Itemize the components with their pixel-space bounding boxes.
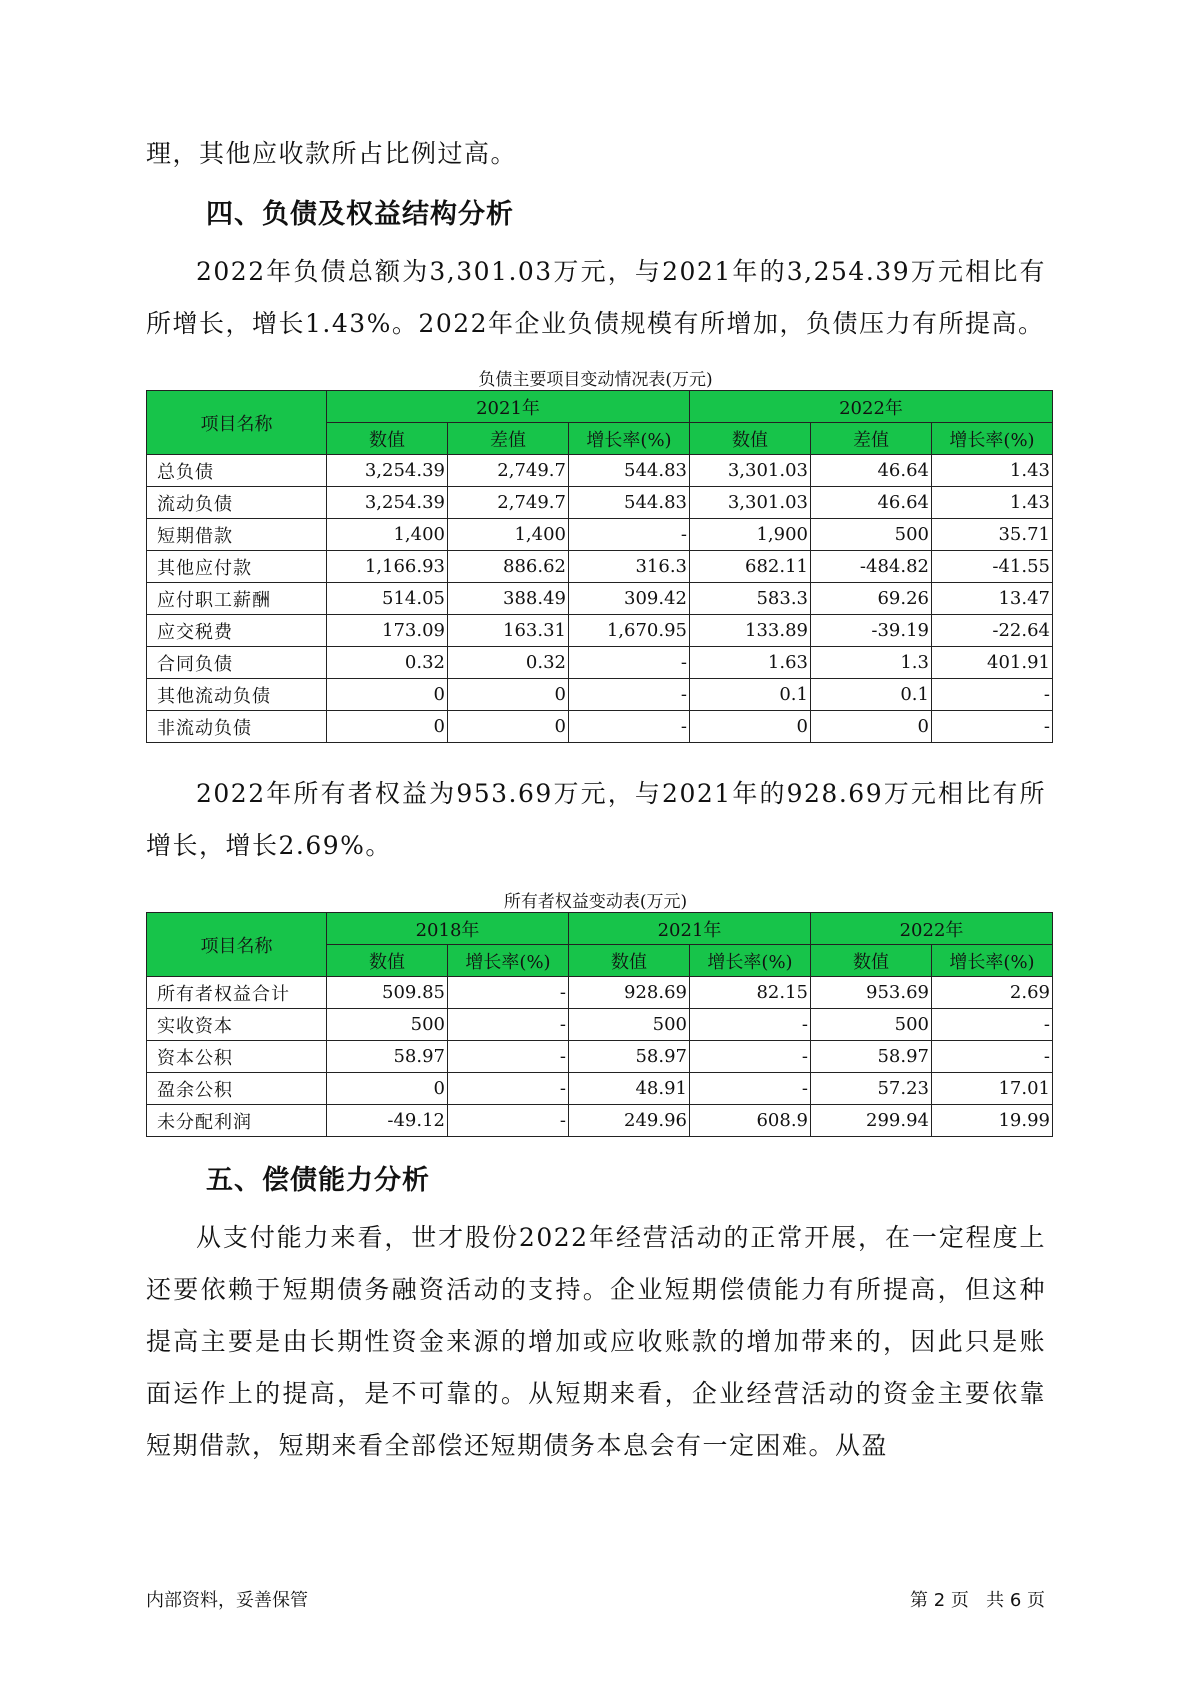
table-cell: -49.12 xyxy=(327,1105,448,1137)
table-cell: 1.43 xyxy=(932,455,1053,487)
table-cell: 2,749.7 xyxy=(448,455,569,487)
table-subheader: 数值 xyxy=(327,423,448,455)
table-cell: - xyxy=(569,519,690,551)
row-label: 盈余公积 xyxy=(147,1073,327,1105)
table-cell: 1,400 xyxy=(448,519,569,551)
equity-table-caption: 所有者权益变动表(万元) xyxy=(503,892,688,912)
table-row xyxy=(147,1073,1053,1105)
row-label: 短期借款 xyxy=(147,519,327,551)
table-cell: - xyxy=(932,679,1053,711)
table-cell: 46.64 xyxy=(811,487,932,519)
table-row xyxy=(147,519,1053,551)
row-label: 流动负债 xyxy=(147,487,327,519)
liabilities-table xyxy=(146,390,1053,743)
table-cell: 886.62 xyxy=(448,551,569,583)
section-5-heading: 五、偿债能力分析 xyxy=(206,1165,430,1196)
table-cell: 133.89 xyxy=(690,615,811,647)
table-cell: 17.01 xyxy=(932,1073,1053,1105)
table-subheader: 增长率(%) xyxy=(690,945,811,977)
liabilities-table-caption: 负债主要项目变动情况表(万元) xyxy=(478,370,713,390)
table-cell: -39.19 xyxy=(811,615,932,647)
table-header-year: 2022年 xyxy=(690,391,1053,423)
table-cell: 0 xyxy=(690,711,811,743)
table-cell: 3,254.39 xyxy=(327,487,448,519)
table-row xyxy=(147,711,1053,743)
table-header-year: 2022年 xyxy=(811,913,1053,945)
row-label: 应付职工薪酬 xyxy=(147,583,327,615)
table-cell: -22.64 xyxy=(932,615,1053,647)
equity-table xyxy=(146,912,1053,1137)
table-cell: 1,900 xyxy=(690,519,811,551)
row-label: 非流动负债 xyxy=(147,711,327,743)
table-cell: 1,166.93 xyxy=(327,551,448,583)
table-cell: - xyxy=(448,977,569,1009)
table-cell: 928.69 xyxy=(569,977,690,1009)
table-cell: 316.3 xyxy=(569,551,690,583)
row-label: 应交税费 xyxy=(147,615,327,647)
table-cell: 0 xyxy=(327,711,448,743)
table-subheader: 增长率(%) xyxy=(448,945,569,977)
table-row xyxy=(147,679,1053,711)
table-cell: 173.09 xyxy=(327,615,448,647)
table-row xyxy=(147,1041,1053,1073)
table-cell: - xyxy=(690,1041,811,1073)
row-label: 实收资本 xyxy=(147,1009,327,1041)
solvency-paragraph: 从支付能力来看，世才股份2022年经营活动的正常开展，在一定程度上还要依赖于短期债务融资活动的支持。企业短期偿债能力有所提高，但这种提高主要是由长期性资金来源的增加或应收账款的增加带来的，因此只是账面运作上的提高，是不可靠的。从短期来看，企业经营活动的资金主要依靠短期借款，短期来看全部偿还短期债务本息会有一定困难。从盈 xyxy=(146,1223,1046,1460)
table-cell: 163.31 xyxy=(448,615,569,647)
table-cell: - xyxy=(569,647,690,679)
table-cell: 0 xyxy=(448,679,569,711)
table-row xyxy=(147,1105,1053,1137)
table-cell: - xyxy=(569,679,690,711)
liabilities-paragraph: 2022年负债总额为3,301.03万元，与2021年的3,254.39万元相比有所增长，增长1.43%。2022年企业负债规模有所增加，负债压力有所提高。 xyxy=(146,257,1046,338)
table-cell: 57.23 xyxy=(811,1073,932,1105)
table-cell: - xyxy=(448,1105,569,1137)
table-cell: 13.47 xyxy=(932,583,1053,615)
table-cell: 0.1 xyxy=(811,679,932,711)
table-subheader: 数值 xyxy=(327,945,448,977)
table-row xyxy=(147,615,1053,647)
table-cell: - xyxy=(932,1009,1053,1041)
table-cell: 2.69 xyxy=(932,977,1053,1009)
table-cell: 3,254.39 xyxy=(327,455,448,487)
table-cell: 608.9 xyxy=(690,1105,811,1137)
table-cell: - xyxy=(690,1009,811,1041)
table-cell: - xyxy=(932,711,1053,743)
row-label: 所有者权益合计 xyxy=(147,977,327,1009)
table-subheader: 差值 xyxy=(811,423,932,455)
table-cell: 514.05 xyxy=(327,583,448,615)
table-cell: - xyxy=(448,1041,569,1073)
table-row xyxy=(147,647,1053,679)
table-cell: 35.71 xyxy=(932,519,1053,551)
table-cell: 69.26 xyxy=(811,583,932,615)
table-cell: 58.97 xyxy=(569,1041,690,1073)
table-cell: 3,301.03 xyxy=(690,455,811,487)
table-header-year: 2021年 xyxy=(327,391,690,423)
table-header-year: 2021年 xyxy=(569,913,811,945)
table-cell: 0.32 xyxy=(327,647,448,679)
table-subheader: 数值 xyxy=(690,423,811,455)
table-cell: 46.64 xyxy=(811,455,932,487)
table-cell: - xyxy=(569,711,690,743)
table-row xyxy=(147,1009,1053,1041)
footer-page-number: 第 2 页 共 6 页 xyxy=(910,1590,1045,1611)
table-cell: 58.97 xyxy=(327,1041,448,1073)
table-subheader: 数值 xyxy=(569,945,690,977)
table-cell: 0 xyxy=(811,711,932,743)
table-cell: 0.32 xyxy=(448,647,569,679)
table-cell: 682.11 xyxy=(690,551,811,583)
table-subheader: 增长率(%) xyxy=(932,945,1053,977)
table-cell: 544.83 xyxy=(569,487,690,519)
table-cell: 58.97 xyxy=(811,1041,932,1073)
table-row xyxy=(147,583,1053,615)
table-subheader: 增长率(%) xyxy=(932,423,1053,455)
table-cell: 0.1 xyxy=(690,679,811,711)
table-cell: 500 xyxy=(569,1009,690,1041)
table-header-item-name: 项目名称 xyxy=(147,913,327,977)
table-cell: - xyxy=(932,1041,1053,1073)
table-cell: 2,749.7 xyxy=(448,487,569,519)
footer-confidential-note: 内部资料，妥善保管 xyxy=(146,1590,308,1611)
table-cell: 309.42 xyxy=(569,583,690,615)
table-cell: 82.15 xyxy=(690,977,811,1009)
table-cell: 3,301.03 xyxy=(690,487,811,519)
table-cell: 401.91 xyxy=(932,647,1053,679)
table-cell: 1,670.95 xyxy=(569,615,690,647)
table-row xyxy=(147,455,1053,487)
table-cell: 0 xyxy=(327,1073,448,1105)
table-header-year: 2018年 xyxy=(327,913,569,945)
table-header-item-name: 项目名称 xyxy=(147,391,327,455)
table-row xyxy=(147,977,1053,1009)
table-row xyxy=(147,551,1053,583)
table-cell: 1.3 xyxy=(811,647,932,679)
table-row xyxy=(147,487,1053,519)
row-label: 未分配利润 xyxy=(147,1105,327,1137)
table-cell: 500 xyxy=(811,1009,932,1041)
table-cell: - xyxy=(448,1073,569,1105)
table-cell: 544.83 xyxy=(569,455,690,487)
row-label: 总负债 xyxy=(147,455,327,487)
intro-line: 理，其他应收款所占比例过高。 xyxy=(146,139,518,168)
table-cell: 0 xyxy=(327,679,448,711)
table-cell: -484.82 xyxy=(811,551,932,583)
table-cell: 953.69 xyxy=(811,977,932,1009)
equity-paragraph: 2022年所有者权益为953.69万元，与2021年的928.69万元相比有所增长，增长2.69%。 xyxy=(146,779,1046,860)
table-cell: 500 xyxy=(327,1009,448,1041)
table-cell: 299.94 xyxy=(811,1105,932,1137)
table-cell: 0 xyxy=(448,711,569,743)
table-cell: 583.3 xyxy=(690,583,811,615)
table-cell: 1,400 xyxy=(327,519,448,551)
table-cell: 1.43 xyxy=(932,487,1053,519)
table-subheader: 增长率(%) xyxy=(569,423,690,455)
row-label: 其他应付款 xyxy=(147,551,327,583)
table-cell: 1.63 xyxy=(690,647,811,679)
row-label: 其他流动负债 xyxy=(147,679,327,711)
table-cell: -41.55 xyxy=(932,551,1053,583)
table-cell: 249.96 xyxy=(569,1105,690,1137)
table-subheader: 差值 xyxy=(448,423,569,455)
table-cell: - xyxy=(448,1009,569,1041)
table-cell: 19.99 xyxy=(932,1105,1053,1137)
table-cell: - xyxy=(690,1073,811,1105)
table-cell: 388.49 xyxy=(448,583,569,615)
row-label: 合同负债 xyxy=(147,647,327,679)
section-4-heading: 四、负债及权益结构分析 xyxy=(206,199,514,230)
row-label: 资本公积 xyxy=(147,1041,327,1073)
table-cell: 48.91 xyxy=(569,1073,690,1105)
table-cell: 500 xyxy=(811,519,932,551)
table-subheader: 数值 xyxy=(811,945,932,977)
table-cell: 509.85 xyxy=(327,977,448,1009)
